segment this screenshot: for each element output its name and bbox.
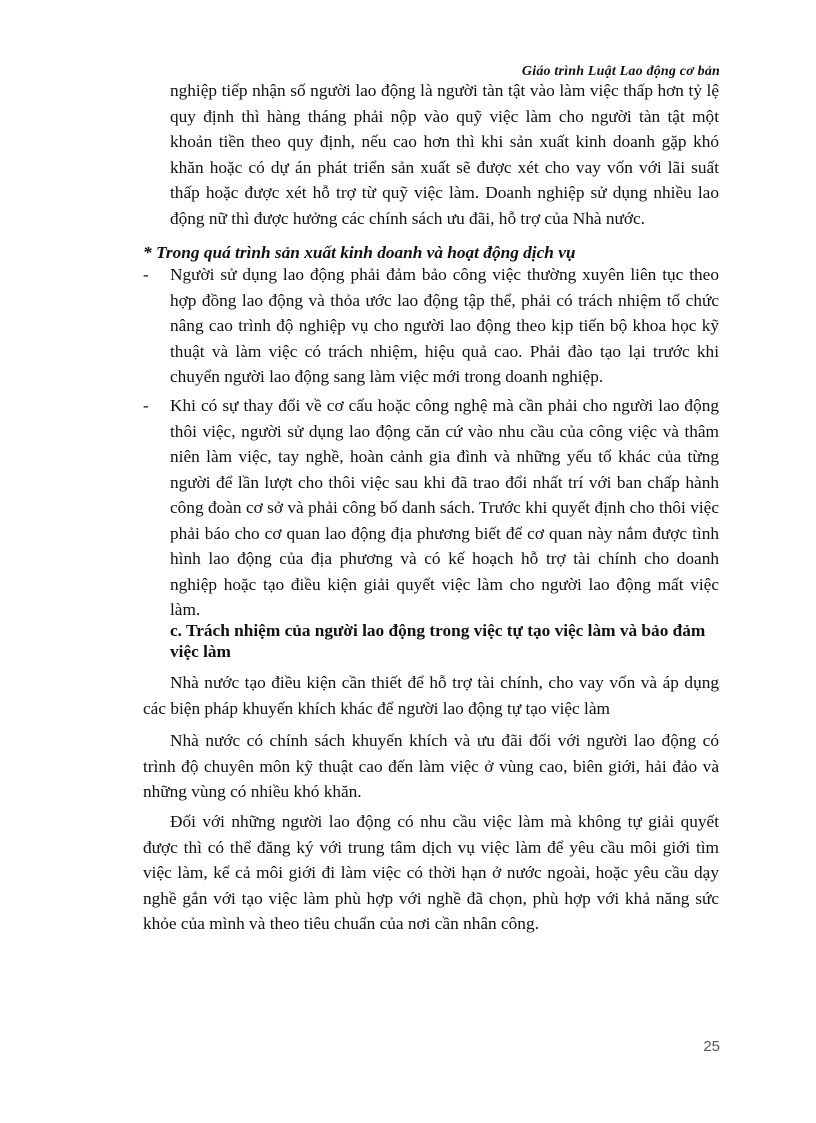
- paragraph: Nhà nước tạo điều kiện cần thiết để hỗ trợ tài chính, cho vay vốn và áp dụng các biện pháp khuyến khích khác để người lao động tự tạo việc làm: [143, 673, 719, 718]
- paragraph: Nhà nước có chính sách khuyến khích và ưu đãi đối với người lao động có trình độ chuyên môn kỹ thuật cao đến làm việc ở vùng cao, biên giới, hải đảo và những vùng có nhiều khó khăn.: [143, 731, 719, 801]
- continued-paragraph: nghiệp tiếp nhận số người lao động là người tàn tật vào làm việc thấp hơn tỷ lệ quy định thì hàng tháng phải nộp vào quỹ việc làm cho người tàn tật một khoản tiền theo quy định, nếu cao hơn thì khi sản xuất kinh doanh gặp khó khăn hoặc có dự án phát triển sản xuất sẽ được xét cho vay vốn với lãi suất thấp hoặc được xét hỗ trợ từ quỹ việc làm. Doanh nghiệp sử dụng nhiều lao động nữ thì được hưởng các chính sách ưu đãi, hỗ trợ của Nhà nước.: [170, 81, 719, 228]
- running-header: Giáo trình Luật Lao động cơ bản: [521, 64, 720, 79]
- bullet-marker: -: [143, 396, 149, 415]
- section-heading-production: * Trong quá trình sản xuất kinh doanh và hoạt động dịch vụ: [143, 243, 576, 262]
- page-number: 25: [703, 1038, 720, 1055]
- bullet-marker: -: [143, 265, 149, 284]
- bullet-list: [143, 262, 719, 390]
- list-item: [143, 393, 719, 623]
- list-item: [143, 262, 719, 390]
- list-item-text: Khi có sự thay đổi về cơ cấu hoặc công nghệ mà cần phải cho người lao động thôi việc, người sử dụng lao động căn cứ vào nhu cầu của công việc và thâm niên làm việc, tay nghề, hoàn cảnh gia đình và những yếu tố khác của từng người để lần lượt cho thôi việc sau khi đã trao đổi nhất trí với ban chấp hành công đoàn cơ sở và phải công bố danh sách. Trước khi quyết định cho thôi việc phải báo cho cơ quan lao động địa phương biết để cơ quan này nắm được tình hình lao động của địa phương và có kế hoạch hỗ trợ tài chính cho doanh nghiệp hoặc tạo điều kiện giải quyết việc làm cho người lao động mất việc làm.: [170, 396, 719, 619]
- section-heading-c: c. Trách nhiệm của người lao động trong việc tự tạo việc làm và bảo đảm việc làm: [170, 621, 706, 661]
- bullet-list: [143, 393, 719, 623]
- list-item-text: Người sử dụng lao động phải đảm bảo công việc thường xuyên liên tục theo hợp đồng lao động và thỏa ước lao động tập thể, phải có trách nhiệm tổ chức nâng cao trình độ nghiệp vụ cho người lao động theo kịp tiến bộ khoa học kỹ thuật và làm việc có trách nhiệm, hiệu quả cao. Phải đào tạo lại trước khi chuyển người lao động sang làm việc mới trong doanh nghiệp.: [170, 265, 719, 386]
- paragraph: Đối với những người lao động có nhu cầu việc làm mà không tự giải quyết được thì có thể đăng ký với trung tâm dịch vụ việc làm để yêu cầu môi giới tìm việc làm, kể cả môi giới đi làm việc có thời hạn ở nước ngoài, hoặc yêu cầu dạy nghề gắn với tạo việc làm phù hợp với nghề đã chọn, phù hợp với khả năng sức khỏe của mình và theo tiêu chuẩn của nơi cần nhân công.: [143, 812, 719, 933]
